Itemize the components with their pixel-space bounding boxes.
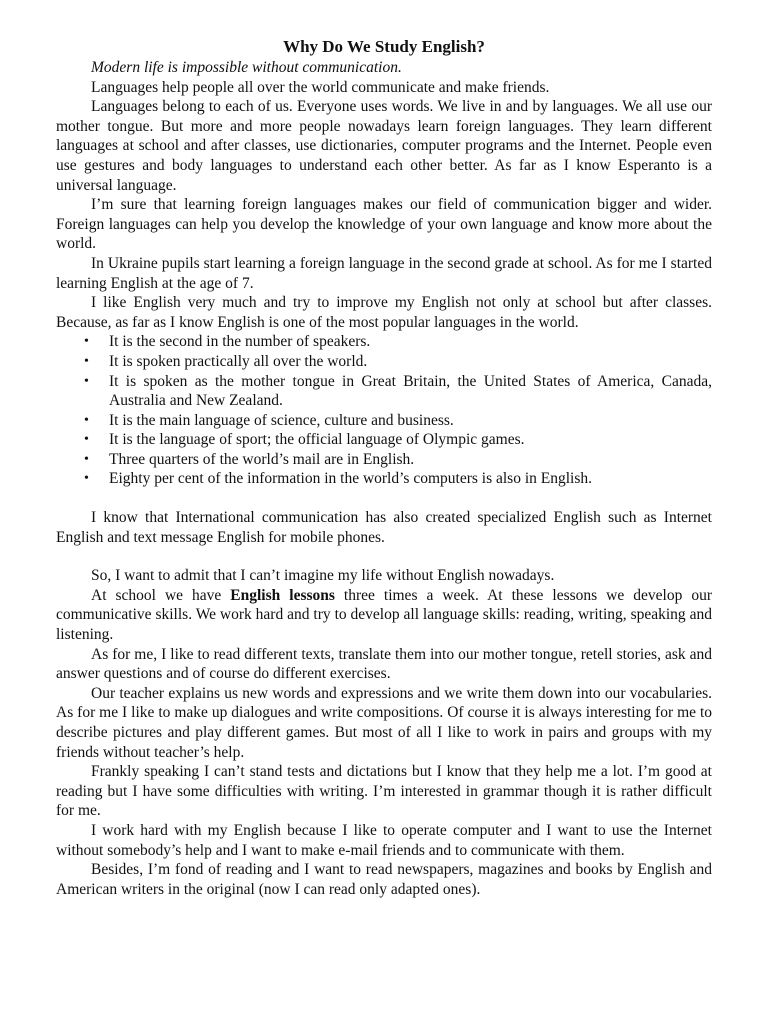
bullet-text: It is spoken practically all over the world.	[109, 352, 368, 370]
paragraph: I’m sure that learning foreign languages makes our field of communication bigger and wider. Foreign languages can help you develop the knowledge of your own language and know more about the world.	[56, 196, 712, 253]
paragraph: I work hard with my English because I like to operate computer and I want to use the Internet without somebody’s help and I want to make e-mail friends and to communicate with them.	[56, 821, 712, 859]
paragraph: Besides, I’m fond of reading and I want to read newspapers, magazines and books by English and American writers in the original (now I can read only adapted ones).	[56, 861, 712, 898]
bullet-icon: •	[84, 432, 89, 448]
bullet-text: Eighty per cent of the information in the world’s computers is also in English.	[109, 470, 592, 488]
bullet-item	[84, 430, 712, 450]
paragraph: In Ukraine pupils start learning a foreign language in the second grade at school. As for me I started learning English at the age of 7.	[56, 254, 712, 292]
lessons-text-after: three times a week. At these lessons we develop our communicative skills. We work hard and try to develop all language skills: reading, writing, speaking and listening.	[56, 586, 712, 644]
bullet-item	[84, 450, 712, 470]
bullet-item	[84, 411, 712, 431]
paragraph-lessons	[56, 586, 712, 645]
paragraph: I know that International communication has also created specialized English such as Internet English and text message English for mobile phones.	[56, 509, 712, 546]
spacer	[56, 489, 712, 508]
facts-bullet-list	[56, 332, 712, 489]
bullet-icon: •	[84, 451, 89, 467]
bullet-text: It is the second in the number of speakers.	[109, 333, 371, 351]
paragraph: Our teacher explains us new words and expressions and we write them down into our vocabularies. As for me I like to make up dialogues and write compositions. Of course it is always interesting for me to describe pictures and play different games. But most of all I like to work in pairs and groups with my friends without teacher’s help.	[56, 684, 712, 761]
bullet-item	[84, 332, 712, 352]
bullet-text: It is spoken as the mother tongue in Great Britain, the United States of America, Canada, Australia and New Zealand.	[109, 372, 712, 410]
bullet-icon: •	[84, 471, 89, 487]
bullet-item	[84, 352, 712, 372]
bullet-icon: •	[84, 412, 89, 428]
bullet-icon: •	[84, 373, 89, 389]
paragraph: As for me, I like to read different texts, translate them into our mother tongue, retell stories, ask and answer questions and of course do different exercises.	[56, 645, 712, 683]
paragraph: I like English very much and try to improve my English not only at school but after classes. Because, as far as I know English is one of the most popular languages in the world.	[56, 294, 712, 331]
paragraph: So, I want to admit that I can’t imagine my life without English nowadays.	[91, 567, 555, 585]
bullet-text: It is the main language of science, culture and business.	[109, 411, 454, 429]
bullet-item	[84, 372, 712, 411]
subtitle-line: Modern life is impossible without communication.	[91, 59, 402, 76]
bullet-item	[84, 469, 712, 489]
paragraph: Languages help people all over the world communicate and make friends.	[91, 78, 550, 96]
document-title: Why Do We Study English?	[283, 37, 485, 56]
lessons-text-before: At school we have	[91, 586, 231, 604]
bullet-icon: •	[84, 334, 89, 350]
paragraph: Frankly speaking I can’t stand tests and dictations but I know that they help me a lot. I’m good at reading but I have some difficulties with writing. I’m interested in grammar though it is rather difficult for me.	[56, 763, 712, 820]
bullet-text: Three quarters of the world’s mail are in English.	[109, 450, 415, 468]
lessons-bold-text: English lessons	[230, 586, 335, 604]
bullet-text: It is the language of sport; the official language of Olympic games.	[109, 431, 525, 449]
spacer	[56, 547, 712, 566]
bullet-icon: •	[84, 353, 89, 369]
paragraph: Languages belong to each of us. Everyone uses words. We live in and by languages. We all use our mother tongue. But more and more people nowadays learn foreign languages. They learn different languages at school and after classes, use dictionaries, computer programs and the Internet. People even use gestures and body languages to understand each other better. As far as I know Esperanto is a universal language.	[56, 98, 712, 194]
